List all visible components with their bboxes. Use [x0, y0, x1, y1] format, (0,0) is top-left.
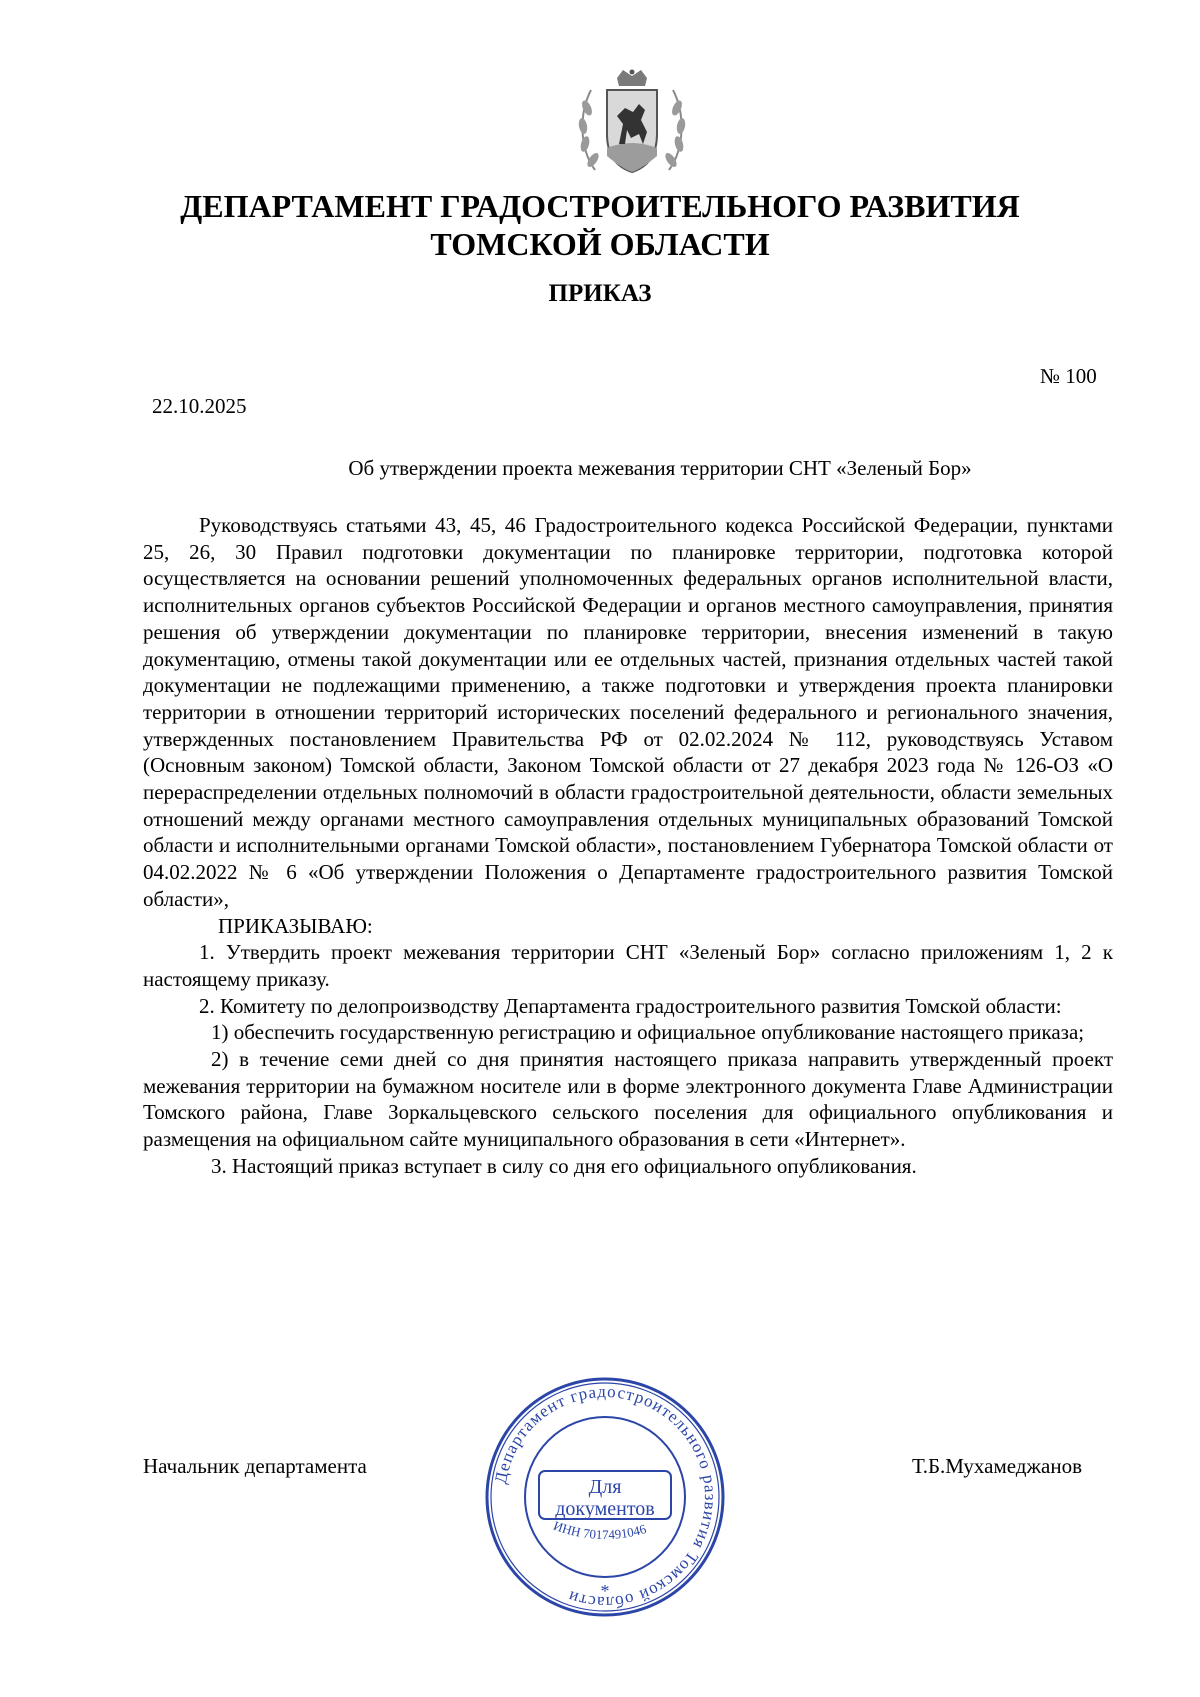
department-title-line1: ДЕПАРТАМЕНТ ГРАДОСТРОИТЕЛЬНОГО РАЗВИТИЯ	[180, 188, 1020, 224]
order-number: № 100	[1040, 364, 1097, 388]
preamble-paragraph: Руководствуясь статьями 43, 45, 46 Градостроительного кодекса Российской Федерации, пунктами 25, 26, 30 Правил подготовки документации по планировке территории, подготовка которой осуществляется на основании решений уполномоченных федеральных органов исполнительной власти, исполнительных органов субъектов Российской Федерации и органов местного самоуправления, принятия решения об утверждении документации по планировке территории, внесения изменений в такую документацию, отмены такой документации или ее отдельных частей, признания отдельных частей такой документации не подлежащими применению, а также подготовки и утверждения проекта планировки территории в отношении территорий исторических поселений федерального и регионального значения, утвержденных постановлением Правительства РФ от 02.02.2024 № 112, руководствуясь Уставом (Основным законом) Томской области, Законом Томской области от 27 декабря 2023 года № 126-ОЗ «О перераспределении отдельных полномочий в области градостроительной деятельности, области земельных отношений между органами местного самоуправления отдельных муниципальных образований Томской области и исполнительными органами Томской области», постановлением Губернатора Томской области от 04.02.2022 № 6 «Об утверждении Положения о Департаменте градостроительного развития Томской области»,	[143, 513, 1113, 911]
document-type: ПРИКАЗ	[548, 280, 652, 307]
department-title-line2: ТОМСКОЙ ОБЛАСТИ	[430, 226, 770, 262]
svg-text:Для: Для	[588, 1476, 622, 1498]
svg-text:ИНН 7017491046: ИНН 7017491046	[551, 1517, 648, 1543]
item-3-paragraph: 3. Настоящий приказ вступает в силу со дня его официального опубликования.	[211, 1153, 917, 1178]
signatory-title: Начальник департамента	[143, 1454, 367, 1478]
item-2-2-paragraph: 2) в течение семи дней со дня принятия настоящего приказа направить утвержденный проект межевания территории на бумажном носителе или в форме электронного документа Главе Администрации Томского района, Главе Зоркальцевского сельского поселения для официального опубликования и размещения на официальном сайте муниципального образования в сети «Интернет».	[143, 1047, 1113, 1152]
svg-text:документов: документов	[555, 1498, 655, 1520]
svg-text:Департамент градостроительного: Департамент градостроительного развития Томской области	[490, 1381, 721, 1613]
item-2-paragraph: 2. Комитету по делопроизводству Департамента градостроительного развития Томской области:	[199, 993, 1062, 1018]
item-2-1-paragraph: 1) обеспечить государственную регистрацию и официальное опубликование настоящего приказа;	[211, 1020, 1085, 1045]
svg-text:*: *	[600, 1581, 610, 1601]
order-word-paragraph: ПРИКАЗЫВАЮ:	[218, 913, 373, 938]
item-1-paragraph: 1. Утвердить проект межевания территории СНТ «Зеленый Бор» согласно приложениям 1, 2 к настоящему приказу.	[143, 940, 1113, 991]
signatory-name: Т.Б.Мухамеджанов	[912, 1454, 1082, 1478]
official-seal-stamp	[483, 1375, 727, 1619]
order-subject: Об утверждении проекта межевания территории СНТ «Зеленый Бор»	[348, 456, 972, 480]
order-date: 22.10.2025	[152, 394, 247, 418]
coat-of-arms-emblem	[573, 68, 691, 178]
order-body	[143, 512, 1113, 1180]
